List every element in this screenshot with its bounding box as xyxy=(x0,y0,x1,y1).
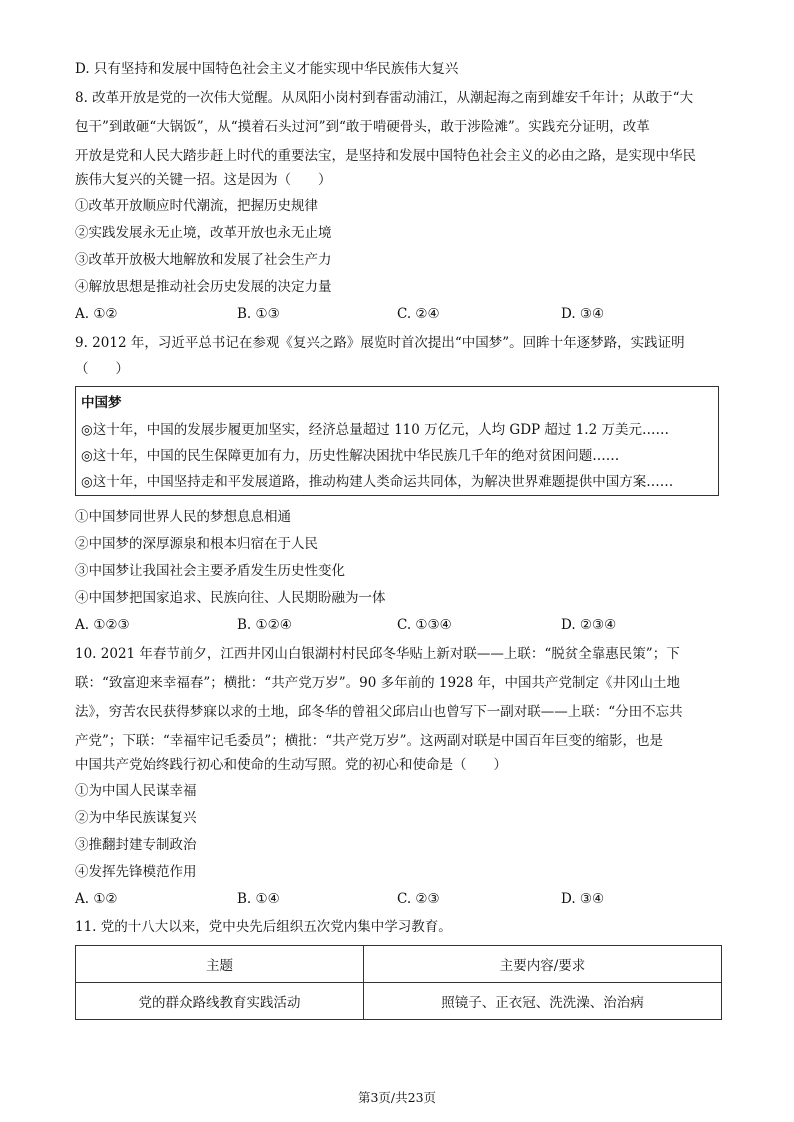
table-row xyxy=(76,983,722,1020)
choice-a[interactable]: A. ①② xyxy=(75,306,118,322)
question-8-text: 8. 改革开放是党的一次伟大觉醒。从凤阳小岗村到春雷动浦江，从潮起海之南到雄安千年计；从敢于“大 xyxy=(75,90,694,106)
choice-b[interactable]: B. ①③ xyxy=(237,306,280,322)
statement-item: ④发挥先锋模范作用 xyxy=(75,864,197,880)
table-header: 主题 xyxy=(76,946,364,983)
table-header-row xyxy=(76,946,722,983)
choice-a[interactable]: A. ①② xyxy=(75,891,118,907)
choice-b[interactable]: B. ①②④ xyxy=(237,617,292,633)
question-8-text: 包干”到敢砸“大锅饭”，从“摸着石头过河”到“敢于啃硬骨头，敢于涉险滩”。实践充分证明，改革 xyxy=(75,119,650,135)
question-11-text: 11. 党的十八大以来，党中央先后组织五次党内集中学习教育。 xyxy=(75,919,452,935)
statement-item: ③改革开放极大地解放和发展了社会生产力 xyxy=(75,252,332,268)
statement-item: ①中国梦同世界人民的梦想息息相通 xyxy=(75,509,291,525)
study-table xyxy=(75,945,722,1020)
box-item: ◎这十年，中国坚持走和平发展道路，推动构建人类命运共同体，为解决世界难题提供中国方案…… xyxy=(81,474,674,490)
table-cell: 党的群众路线教育实践活动 xyxy=(76,983,364,1020)
choice-d[interactable]: D. ②③④ xyxy=(561,617,617,633)
answer-choices-q9 xyxy=(75,615,725,635)
page-number: 第3页/共23页 xyxy=(357,1090,437,1105)
question-8-text: 开放是党和人民大踏步赶上时代的重要法宝，是坚持和发展中国特色社会主义的必由之路，是实现中华民 xyxy=(75,148,696,164)
question-9-text: 9. 2012 年，习近平总书记在参观《复兴之路》展览时首次提出“中国梦”。回眸十年逐梦路，实践证明 xyxy=(75,335,685,351)
question-9-text: （ ） xyxy=(75,361,129,377)
question-10-text: 中国共产党始终践行初心和使命的生动写照。党的初心和使命是（ ） xyxy=(75,757,507,773)
statement-item: ②实践发展永无止境，改革开放也永无止境 xyxy=(75,225,332,241)
table-cell: 照镜子、正衣冠、洗洗澡、治治病 xyxy=(364,983,722,1020)
question-10-text: 产党”；下联：“幸福牢记毛委员”；横批：“共产党万岁”。这两副对联是中国百年巨变的缩影，也是 xyxy=(75,733,664,749)
choice-c[interactable]: C. ①③④ xyxy=(397,617,452,633)
statement-item: ③推翻封建专制政治 xyxy=(75,837,197,853)
statement-item: ④中国梦把国家追求、民族向往、人民期盼融为一体 xyxy=(75,590,386,606)
option-text: D. 只有坚持和发展中国特色社会主义才能实现中华民族伟大复兴 xyxy=(75,61,459,77)
statement-item: ④解放思想是推动社会历史发展的决定力量 xyxy=(75,279,332,295)
table-header: 主要内容/要求 xyxy=(364,946,722,983)
statement-item: ②为中华民族谋复兴 xyxy=(75,810,197,826)
box-item: ◎这十年，中国的民生保障更加有力，历史性解决困扰中华民族几千年的绝对贫困问题…… xyxy=(81,448,620,464)
choice-d[interactable]: D. ③④ xyxy=(561,306,605,322)
question-10-text: 联：“致富迎来幸福春”；横批：“共产党万岁”。90 多年前的 1928 年，中国共产党制定《井冈山土地 xyxy=(75,675,681,691)
question-8-text: 族伟大复兴的关键一招。这是因为（ ） xyxy=(75,172,332,188)
choice-c[interactable]: C. ②③ xyxy=(397,891,440,907)
answer-choices-q8 xyxy=(75,304,725,324)
choice-d[interactable]: D. ③④ xyxy=(561,891,605,907)
choice-c[interactable]: C. ②④ xyxy=(397,306,440,322)
question-10-text: 10. 2021 年春节前夕，江西井冈山白银湖村村民邱冬华贴上新对联——上联：“脱贫全靠惠民策”；下 xyxy=(75,646,680,662)
statement-item: ①为中国人民谋幸福 xyxy=(75,783,197,799)
choice-b[interactable]: B. ①④ xyxy=(237,891,280,907)
statement-item: ③中国梦让我国社会主要矛盾发生历史性变化 xyxy=(75,563,345,579)
answer-choices-q10 xyxy=(75,889,725,909)
box-title: 中国梦 xyxy=(81,395,122,411)
question-10-text: 法》，穷苦农民获得梦寐以求的土地，邱冬华的曾祖父邱启山也曾写下一副对联——上联：“分田不忘共 xyxy=(75,704,683,720)
statement-item: ①改革开放顺应时代潮流，把握历史规律 xyxy=(75,198,318,214)
box-item: ◎这十年，中国的发展步履更加坚实，经济总量超过 110 万亿元，人均 GDP 超过 1.2 万美元…… xyxy=(81,422,669,438)
statement-item: ②中国梦的深厚源泉和根本归宿在于人民 xyxy=(75,536,318,552)
choice-a[interactable]: A. ①②③ xyxy=(75,617,130,633)
material-box xyxy=(75,386,719,496)
